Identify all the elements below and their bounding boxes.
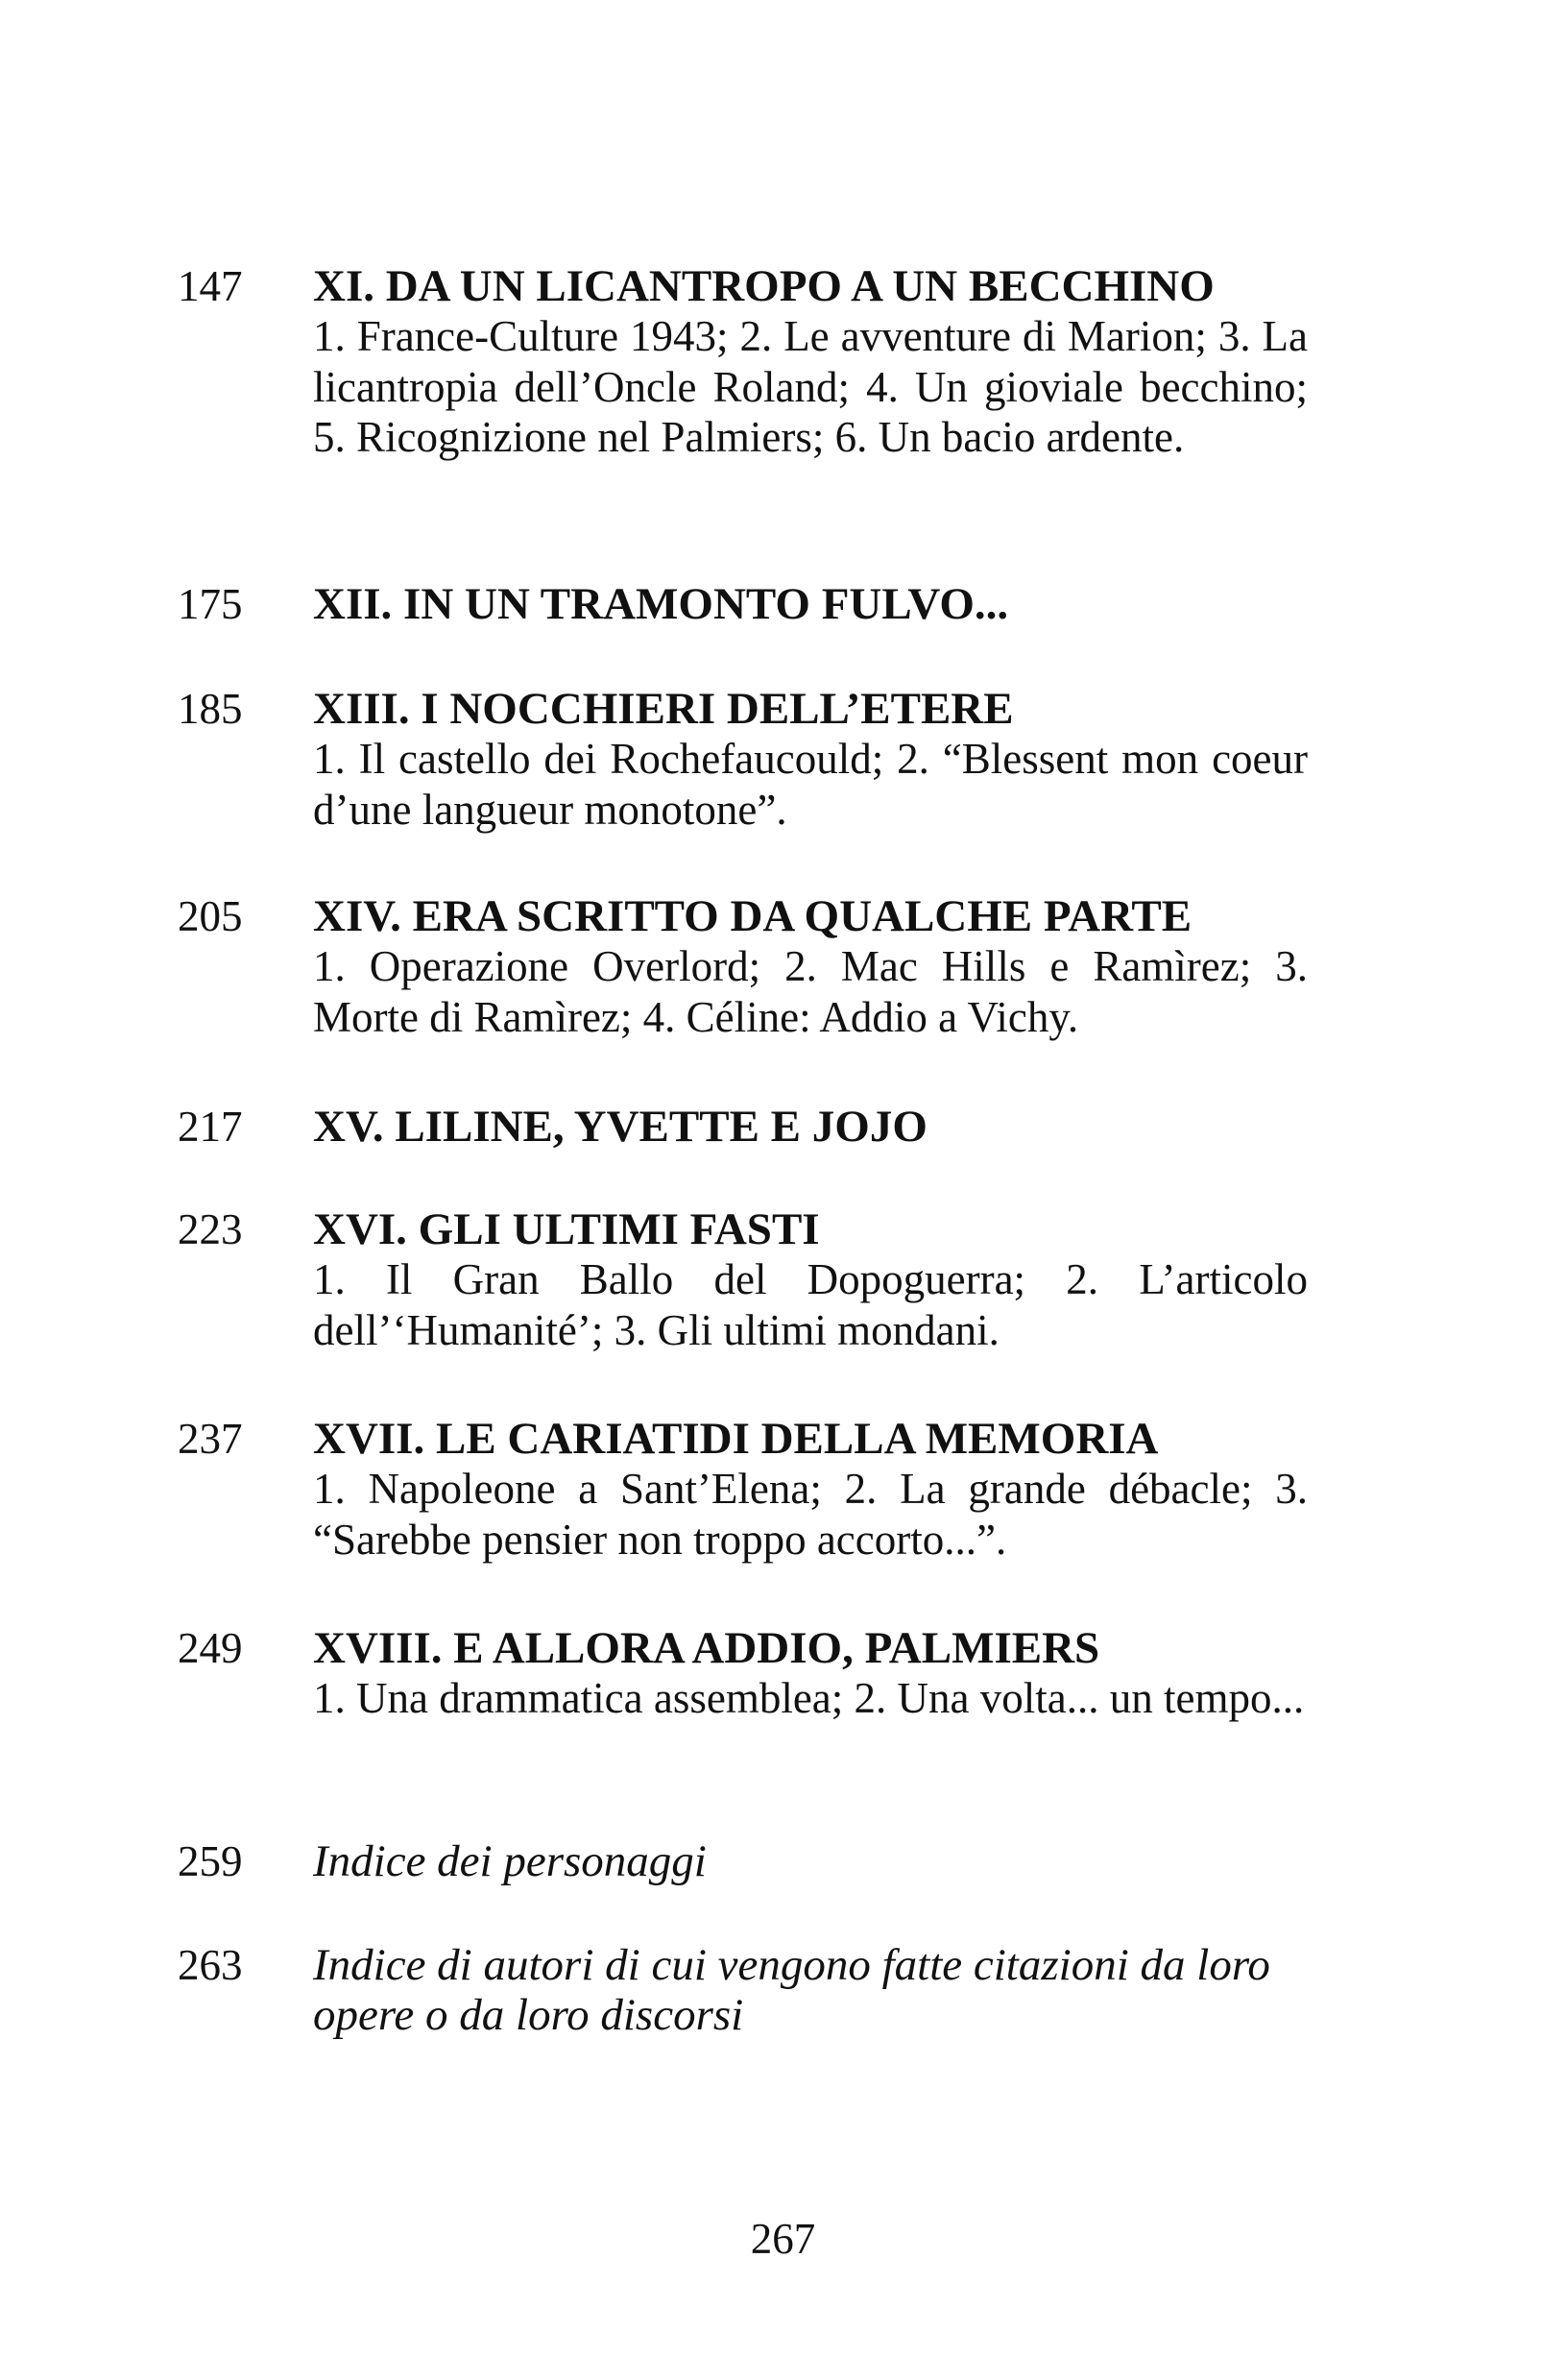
toc-chapter-title: XI. DA UN LICANTROPO A UN BECCHINO [313, 261, 1215, 311]
toc-page-number: 175 [178, 580, 243, 628]
toc-page-number: 259 [178, 1837, 243, 1885]
toc-chapter-title: XII. IN UN TRAMONTO FULVO... [313, 579, 1009, 629]
toc-page-number: 237 [178, 1415, 243, 1463]
toc-chapter-title: XVI. GLI ULTIMI FASTI [313, 1204, 820, 1254]
toc-chapter-sections: 1. Il Gran Ballo del Dopoguerra; 2. L’articolo dell’‘Humanité’; 3. Gli ultimi mondani. [313, 1255, 1308, 1354]
toc-chapter-sections: 1. Napoleone a Sant’Elena; 2. La grande débacle; 3. “Sarebbe pensier non troppo accorto...”. [313, 1465, 1308, 1564]
toc-chapter-sections: 1. Una drammatica assemblea; 2. Una volta... un tempo... [313, 1674, 1305, 1722]
toc-page-number: 205 [178, 892, 243, 940]
toc-index-title: Indice di autori di cui vengono fatte citazioni da loro opere o da loro discorsi [313, 1940, 1270, 2040]
toc-page-number: 249 [178, 1624, 243, 1672]
toc-chapter-sections: 1. France-Culture 1943; 2. Le avventure di Marion; 3. La licantropia dell’Oncle Roland; 4. Un gioviale becchino; 5. Ricognizione nel Palmiers; 6. Un bacio ardente. [313, 312, 1308, 461]
toc-chapter-title: XIV. ERA SCRITTO DA QUALCHE PARTE [313, 891, 1193, 941]
toc-index-title: Indice dei personaggi [313, 1836, 707, 1886]
toc-chapter-title: XV. LILINE, YVETTE E JOJO [313, 1102, 928, 1152]
toc-page-number: 263 [178, 1941, 243, 1989]
toc-page-number: 223 [178, 1205, 243, 1253]
toc-page-number: 185 [178, 685, 243, 733]
toc-page-number: 217 [178, 1103, 243, 1151]
toc-page-number: 147 [178, 262, 243, 310]
toc-chapter-title: XIII. I NOCCHIERI DELL’ETERE [313, 684, 1014, 734]
toc-chapter-title: XVII. LE CARIATIDI DELLA MEMORIA [313, 1414, 1159, 1464]
toc-chapter-title: XVIII. E ALLORA ADDIO, PALMIERS [313, 1623, 1100, 1673]
toc-chapter-sections: 1. Il castello dei Rochefaucould; 2. “Blessent mon coeur d’une langueur monotone”. [313, 735, 1308, 834]
page-folio-number: 267 [750, 2215, 816, 2263]
toc-chapter-sections: 1. Operazione Overlord; 2. Mac Hills e Ramìrez; 3. Morte di Ramìrez; 4. Céline: Addio a Vichy. [313, 942, 1308, 1041]
